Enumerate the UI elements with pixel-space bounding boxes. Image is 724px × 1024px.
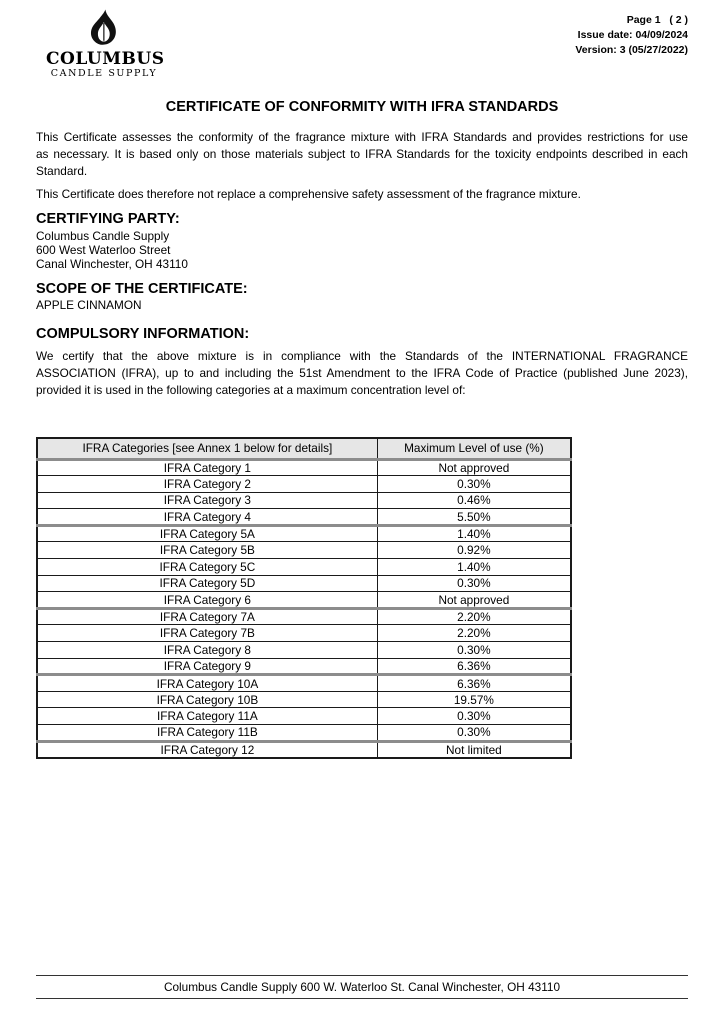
level-cell: 19.57% <box>377 691 571 708</box>
fragrance-name: APPLE CINNAMON <box>36 298 142 312</box>
address-line: 600 West Waterloo Street <box>36 243 171 258</box>
level-cell: 2.20% <box>377 608 571 625</box>
company-logo <box>46 8 165 80</box>
table-row <box>37 592 571 609</box>
category-cell: IFRA Category 2 <box>37 476 377 493</box>
table-row <box>37 525 571 542</box>
table-row <box>37 642 571 659</box>
category-cell: IFRA Category 12 <box>37 741 377 758</box>
candle-wick <box>103 23 104 41</box>
table-row <box>37 725 571 742</box>
page-footer: Columbus Candle Supply 600 W. Waterloo St. Canal Winchester, OH 43110 <box>36 975 688 999</box>
paragraph-line: We certify that the above mixture is in compliance with the Standards of the INTERNATIONAL FRAGRANCE <box>36 349 688 363</box>
paragraph-line: provided it is used in the following categories at a maximum concentration level of: <box>36 383 466 397</box>
level-cell: 5.50% <box>377 509 571 526</box>
table-row <box>37 459 571 476</box>
table-row <box>37 509 571 526</box>
level-cell: 0.30% <box>377 476 571 493</box>
level-cell: 0.30% <box>377 575 571 592</box>
level-cell: 0.92% <box>377 542 571 559</box>
logo-company-name: COLUMBUS <box>46 49 165 69</box>
level-cell: 1.40% <box>377 559 571 576</box>
table-row <box>37 476 571 493</box>
category-cell: IFRA Category 10B <box>37 691 377 708</box>
level-cell: 0.46% <box>377 492 571 509</box>
level-cell: Not approved <box>377 459 571 476</box>
level-cell: 0.30% <box>377 708 571 725</box>
level-cell: 6.36% <box>377 675 571 692</box>
level-cell: 6.36% <box>377 658 571 675</box>
scope-heading: SCOPE OF THE CERTIFICATE: <box>36 281 248 297</box>
certifying-party-heading: CERTIFYING PARTY: <box>36 211 180 227</box>
table-row <box>37 658 571 675</box>
level-cell: Not approved <box>377 592 571 609</box>
issue-date: Issue date: 04/09/2024 <box>577 29 688 41</box>
compulsory-paragraph <box>36 348 688 399</box>
table-row <box>37 691 571 708</box>
category-cell: IFRA Category 9 <box>37 658 377 675</box>
address-line: Columbus Candle Supply <box>36 229 170 243</box>
category-cell: IFRA Category 7B <box>37 625 377 642</box>
level-cell: 0.30% <box>377 642 571 659</box>
compulsory-information-heading: COMPULSORY INFORMATION: <box>36 326 250 342</box>
version: Version: 3 (05/27/2022) <box>575 44 688 56</box>
category-cell: IFRA Category 1 <box>37 459 377 476</box>
document-title: CERTIFICATE OF CONFORMITY WITH IFRA STANDARDS <box>165 99 559 115</box>
paragraph-line: as necessary. It is based only on those materials subject to IFRA Standards for the toxicity endpoints described in each <box>36 147 688 161</box>
category-cell: IFRA Category 11B <box>37 725 377 742</box>
table-row <box>37 559 571 576</box>
level-column-header: Maximum Level of use (%) <box>377 438 571 459</box>
address-line: Canal Winchester, OH 43110 <box>36 257 188 272</box>
page-number: Page 1 ( 2 ) <box>626 14 688 26</box>
table-header-row <box>37 438 571 459</box>
table-row <box>37 608 571 625</box>
category-cell: IFRA Category 6 <box>37 592 377 609</box>
intro-paragraph-1 <box>36 129 688 180</box>
level-cell: 0.30% <box>377 725 571 742</box>
table-row <box>37 625 571 642</box>
level-cell: Not limited <box>377 741 571 758</box>
ifra-categories-table <box>36 437 572 759</box>
category-cell: IFRA Category 3 <box>37 492 377 509</box>
candle-flame-icon <box>84 8 124 50</box>
level-cell: 1.40% <box>377 525 571 542</box>
category-cell: IFRA Category 5C <box>37 559 377 576</box>
level-cell: 2.20% <box>377 625 571 642</box>
category-cell: IFRA Category 8 <box>37 642 377 659</box>
certifying-party-address <box>36 229 188 272</box>
category-cell: IFRA Category 5D <box>37 575 377 592</box>
paragraph-line: ASSOCIATION (IFRA), up to and including the 51st Amendment to the IFRA Code of Practice (published June 2023), <box>36 366 688 380</box>
logo-company-subtitle: CANDLE SUPPLY <box>50 68 158 79</box>
paragraph-line: This Certificate assesses the conformity of the fragrance mixture with IFRA Standards and provides restrictions for use <box>36 130 688 144</box>
table-row <box>37 575 571 592</box>
category-cell: IFRA Category 5A <box>37 525 377 542</box>
category-cell: IFRA Category 4 <box>37 509 377 526</box>
category-cell: IFRA Category 11A <box>37 708 377 725</box>
document-meta <box>575 13 688 58</box>
category-cell: IFRA Category 7A <box>37 608 377 625</box>
table-row <box>37 708 571 725</box>
category-cell: IFRA Category 10A <box>37 675 377 692</box>
paragraph-line: Standard. <box>36 164 88 178</box>
table-row <box>37 741 571 758</box>
category-cell: IFRA Category 5B <box>37 542 377 559</box>
table-row <box>37 542 571 559</box>
table-row <box>37 675 571 692</box>
table-row <box>37 492 571 509</box>
intro-paragraph-2: This Certificate does therefore not replace a comprehensive safety assessment of the fragrance mixture. <box>36 187 581 201</box>
category-column-header: IFRA Categories [see Annex 1 below for details] <box>37 438 377 459</box>
